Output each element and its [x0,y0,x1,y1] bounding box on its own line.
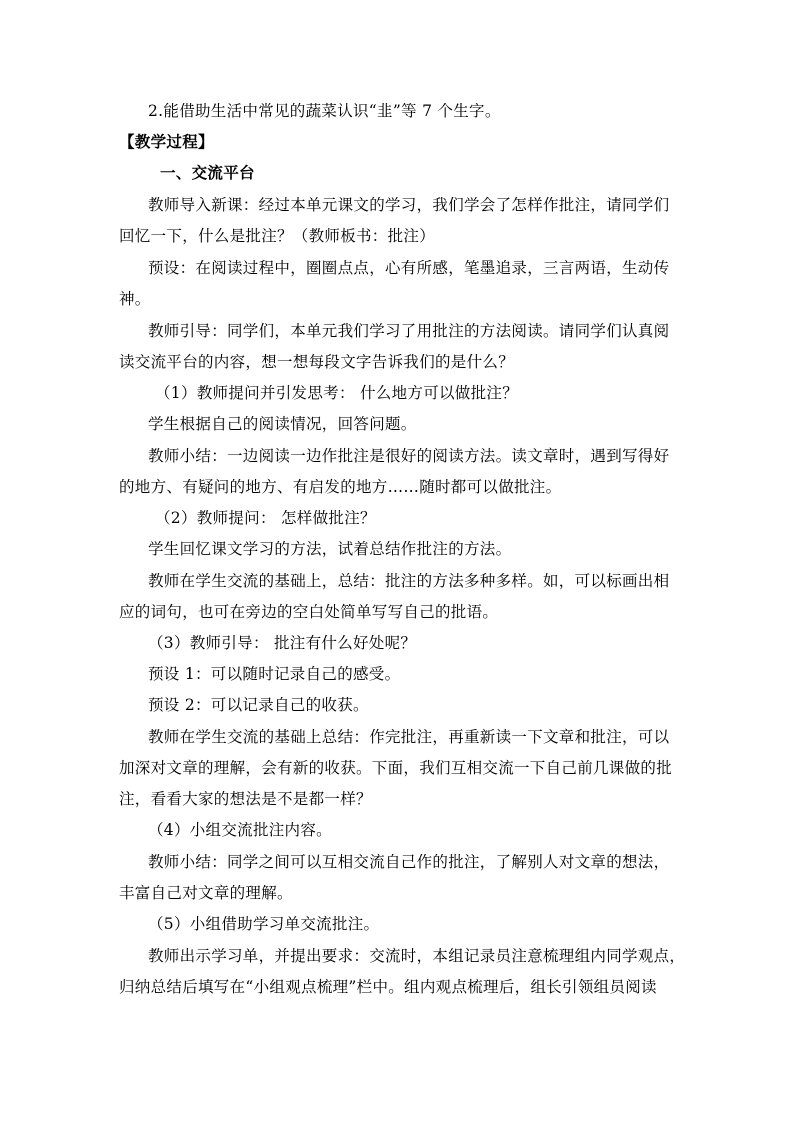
paragraph-line: 归纳总结后填写在“小组观点梳理”栏中。组内观点梳理后，组长引领组员阅读 [119,978,657,996]
paragraph-line: 教师引导：同学们，本单元我们学习了用批注的方法阅读。请同学们认真阅 [148,322,670,340]
paragraph-line: 的地方、有疑问的地方、有启发的地方……随时都可以做批注。 [119,478,562,496]
objective-line-2: 2.能借助生活中常见的蔬菜认识“韭”等 7 个生字。 [148,102,501,120]
section-heading-teaching-process: 【教学过程】 [119,132,214,151]
paragraph-line: 神。 [119,290,151,308]
paragraph-line: 教师出示学习单，并提出要求：交流时，本组记录员注意梳理组内同学观点， [148,947,686,965]
paragraph-line: 应的词句，也可在旁边的空白处简单写写自己的批语。 [119,603,499,621]
paragraph-line: （1）教师提问并引发思考： 什么地方可以做批注？ [155,384,518,402]
paragraph-line: 预设 1：可以随时记录自己的感受。 [148,665,401,683]
paragraph-line: 注，看看大家的想法是不是都一样？ [119,790,372,808]
paragraph-line: （3）教师引导： 批注有什么好处呢？ [148,634,417,652]
paragraph-line: 预设 2：可以记录自己的收获。 [148,696,369,714]
paragraph-line: （2）教师提问： 怎样做批注？ [155,509,376,527]
paragraph-line: 预设：在阅读过程中，圈圈点点，心有所感，笔墨追录，三言两语，生动传 [148,259,670,277]
paragraph-line: 教师小结：同学之间可以互相交流自己作的批注，了解别人对文章的想法， [148,853,670,871]
paragraph-line: 学生根据自己的阅读情况，回答问题。 [148,415,417,433]
subheading-exchange-platform: 一、交流平台 [160,163,255,182]
paragraph-line: 教师导入新课：经过本单元课文的学习，我们学会了怎样作批注，请同学们 [148,196,670,214]
paragraph-line: 回忆一下，什么是批注？（教师板书：批注） [119,227,436,245]
paragraph-line: 教师在学生交流的基础上总结：作完批注，再重新读一下文章和批注，可以 [148,728,670,746]
paragraph-line: （5）小组借助学习单交流批注。 [148,915,380,933]
paragraph-line: 学生回忆课文学习的方法，试着总结作批注的方法。 [148,540,512,558]
paragraph-line: 加深对文章的理解，会有新的收获。下面，我们互相交流一下自己前几课做的批 [119,759,673,777]
paragraph-line: （4）小组交流批注内容。 [148,821,332,839]
paragraph-line: 丰富自己对文章的理解。 [119,884,293,902]
paragraph-line: 教师在学生交流的基础上，总结：批注的方法多种多样。如，可以标画出相 [148,572,670,590]
paragraph-line: 读交流平台的内容，想一想每段文字告诉我们的是什么？ [119,353,515,371]
paragraph-line: 教师小结：一边阅读一边作批注是很好的阅读方法。读文章时，遇到写得好 [148,447,670,465]
